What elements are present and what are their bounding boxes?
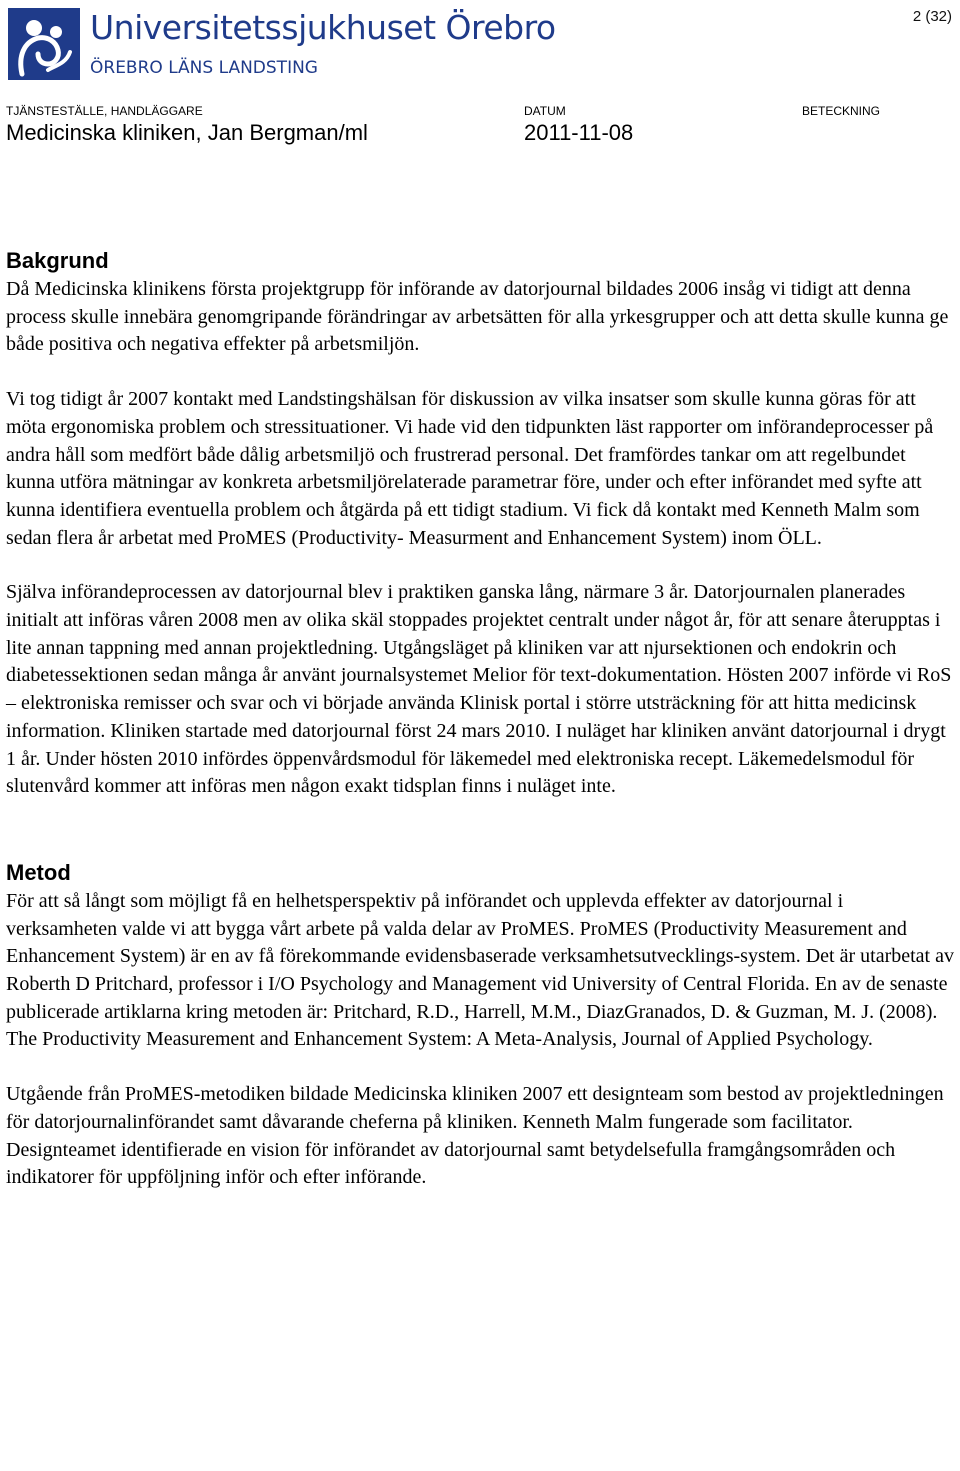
paragraph: Själva införandeprocessen av datorjournal blev i praktiken ganska lång, närmare 3 år. Datorjournalen planerades initialt att införas våren 2008 men av olika skäl stoppades projektet centralt under något år, för att senare återupptas i lite annan tappning med annan projektledning. Utgångsläget på kliniken var att njursektionen och endokrin och diabetessektionen sedan många år använt journalsystemet Melior för text-dokumentation. Hösten 2007 införde vi RoS – elektroniska remisser och svar och vi började använda Klinisk portal i större utsträckning för att hitta medicinsk information. Kliniken startade med datorjournal först 24 mars 2010. I nuläget har kliniken använt datorjournal i drygt 1 år. Under hösten 2010 infördes öppenvårdsmodul för läkemedel med elektroniska recept. Läkemedelsmodul för slutenvård kommer att införas men någon exakt tidsplan finns i nuläget inte. [6, 581, 952, 798]
department-value: Medicinska kliniken, Jan Bergman/ml [6, 120, 368, 145]
section-bakgrund [6, 246, 954, 801]
department-label: TJÄNSTESTÄLLE, HANDLÄGGARE [6, 104, 203, 118]
organization-subtitle: ÖREBRO LÄNS LANDSTING [90, 58, 318, 78]
paragraph: För att så långt som möjligt få en helhetsperspektiv på införandet och upplevda effekter av datorjournal i verksamheten valde vi att bygga vårt arbete på valda delar av ProMES. ProMES (Productivity Measurement and Enhancement System) är en av få förekommande evidensbaserade verksamhetsutvecklings-system. Det är utarbetat av Roberth D Pritchard, professor i I/O Psychology and Management vid University of Central Florida. En av de senaste publicerade artiklarna kring metoden är: Pritchard, R.D., Harrell, M.M., DiazGranados, D. & Guzman, M. J. (2008). The Productivity Measurement and Enhancement System: A Meta-Analysis, Journal of Applied Psychology. [6, 889, 954, 1051]
section-heading: Bakgrund [6, 248, 109, 273]
date-value: 2011-11-08 [524, 120, 634, 145]
section-metod [6, 858, 954, 1192]
paragraph: Utgående från ProMES-metodiken bildade Medicinska kliniken 2007 ett designteam som bestod av projektledningen för datorjournalinförandet samt dåvarande cheferna på kliniken. Kenneth Malm fungerade som facilitator. Designteamet identifierade en vision för införandet av datorjournal samt betydelsefulla framgångsområden och indikatorer för uppföljning inför och efter införande. [6, 1083, 944, 1189]
date-label: DATUM [524, 104, 566, 118]
reference-label: BETECKNING [802, 104, 881, 118]
section-heading: Metod [6, 859, 71, 885]
mother-and-child-logo-icon [8, 8, 80, 80]
page-number: 2 (32) [912, 8, 952, 25]
document-body [6, 246, 954, 1192]
organization-name: Universitetssjukhuset Örebro [90, 8, 556, 47]
paragraph: Då Medicinska klinikens första projektgrupp för införande av datorjournal bildades 2006 insåg vi tidigt att denna process skulle innebära genomgripande förändringar av arbetsätten för alla yrkesgrupper och att detta skulle kunna ge både positiva och negativa effekter på arbetsmiljön. [6, 278, 949, 356]
paragraph: Vi tog tidigt år 2007 kontakt med Landstingshälsan för diskussion av vilka insatser som skulle kunna göras för att möta ergonomiska problem och stressituationer. Vi hade vid den tidpunkten läst rapporter om införandeprocesser på andra håll som medfört både dålig arbetsmiljö och frustrerad personal. Det framfördes tankar om att regelbundet kunna utföra mätningar av konkreta arbetsmiljörelaterade parametrar före, under och efter införandet med syfte att kunna identifiera eventuella problem och åtgärda på ett tidigt stadium. Vi fick då kontakt med Kenneth Malm som sedan flera år arbetat med ProMES (Productivity- Measurment and Enhancement System) inom ÖLL. [6, 388, 934, 549]
